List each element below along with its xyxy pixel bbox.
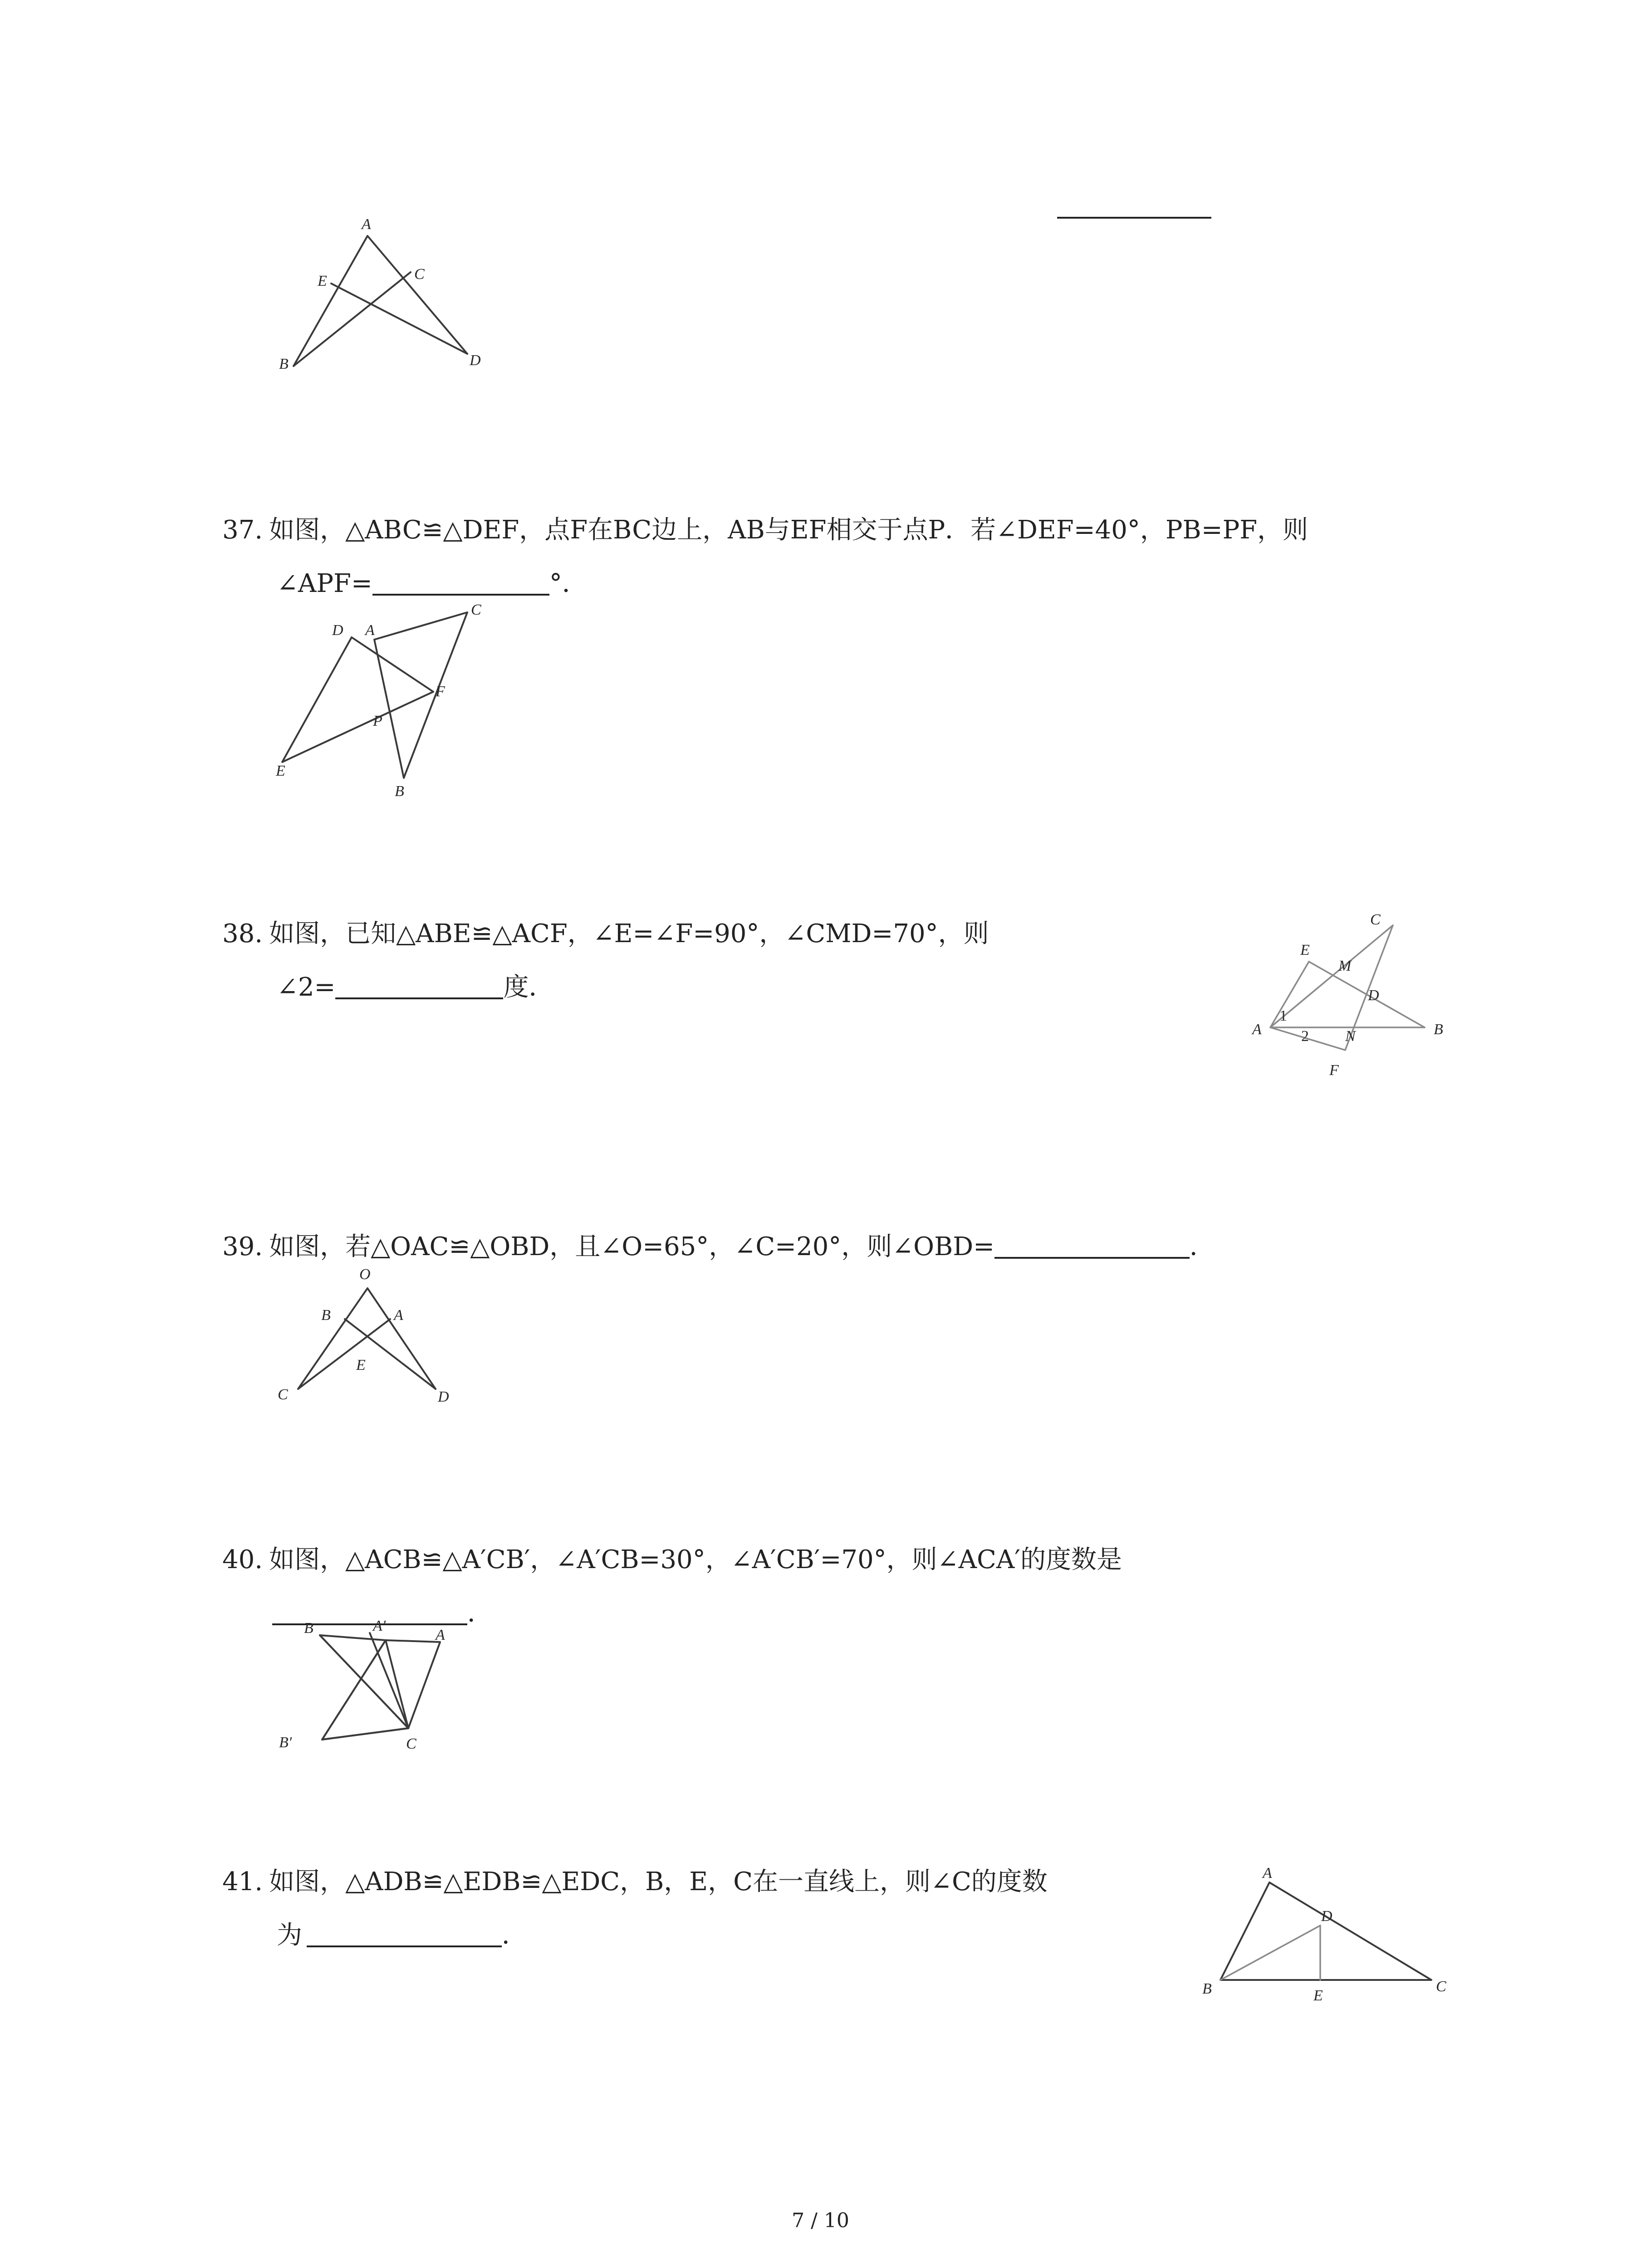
svg-text:C: C xyxy=(406,1735,416,1752)
question-text: 如图，若△OAC≌△OBD，且∠O=65°，∠C=20°，则∠OBD= xyxy=(269,1232,995,1261)
question-text: 如图，△ACB≌△A′CB′，∠A′CB=30°，∠A′CB′=70°，则∠ACA′的度数是 xyxy=(269,1545,1122,1574)
figure-q36 xyxy=(254,204,508,386)
svg-text:N: N xyxy=(1345,1028,1356,1045)
svg-text:D: D xyxy=(470,352,481,369)
svg-text:C: C xyxy=(1370,911,1381,928)
svg-text:B: B xyxy=(321,1307,331,1324)
question-41 xyxy=(222,1855,1048,1962)
svg-text:C: C xyxy=(471,601,481,618)
figure-q40 xyxy=(254,1615,508,1751)
svg-text:1: 1 xyxy=(1279,1007,1287,1024)
svg-text:B: B xyxy=(279,356,289,372)
question-text: ∠2= xyxy=(277,973,336,1002)
question-38-line2 xyxy=(222,961,989,1014)
svg-text:A: A xyxy=(365,622,375,639)
svg-text:B′: B′ xyxy=(279,1734,292,1751)
svg-text:D: D xyxy=(438,1388,449,1405)
question-number: 37. xyxy=(222,515,263,545)
svg-text:B: B xyxy=(1202,1980,1212,1997)
svg-text:B: B xyxy=(304,1620,314,1637)
question-text: 为 xyxy=(277,1921,302,1950)
question-37-line1 xyxy=(222,503,1308,557)
figure-q41 xyxy=(1180,1855,1470,2009)
svg-text:C: C xyxy=(1436,1978,1446,1995)
svg-text:E: E xyxy=(356,1357,366,1374)
svg-text:B: B xyxy=(1434,1021,1443,1038)
svg-text:C: C xyxy=(278,1386,288,1403)
svg-text:D: D xyxy=(1368,987,1379,1004)
question-text: 如图，已知△ABE≌△ACF，∠E=∠F=90°，∠CMD=70°，则 xyxy=(269,919,989,948)
svg-text:F: F xyxy=(1329,1062,1339,1079)
svg-text:A′: A′ xyxy=(373,1618,386,1634)
svg-text:E: E xyxy=(318,273,327,289)
question-number: 41. xyxy=(222,1867,263,1897)
question-text: °． xyxy=(549,569,588,598)
figure-q39 xyxy=(254,1261,472,1411)
figure-q37 xyxy=(254,594,508,798)
question-text: ∠APF= xyxy=(277,569,372,598)
question-text: ． xyxy=(467,1598,493,1628)
svg-text:E: E xyxy=(1313,1987,1323,2004)
svg-text:2: 2 xyxy=(1301,1028,1309,1045)
svg-text:C: C xyxy=(414,266,425,283)
question-text: ． xyxy=(502,1921,527,1950)
question-41-line1 xyxy=(222,1855,1048,1909)
question-text: 度． xyxy=(503,973,554,1002)
svg-text:M: M xyxy=(1338,958,1352,974)
page-number: 7 / 10 xyxy=(792,2209,849,2232)
svg-text:D: D xyxy=(332,622,343,639)
svg-text:A: A xyxy=(1263,1865,1272,1882)
svg-text:A: A xyxy=(1252,1021,1262,1038)
figure-q38 xyxy=(1234,903,1470,1093)
question-40-line1 xyxy=(222,1533,1122,1587)
answer-blank-q41[interactable] xyxy=(307,1923,502,1947)
question-text: ． xyxy=(1190,1232,1215,1261)
question-number: 38. xyxy=(222,919,263,948)
svg-text:A: A xyxy=(362,216,371,233)
svg-text:P: P xyxy=(373,713,382,729)
svg-text:F: F xyxy=(436,683,445,700)
answer-blank-q38[interactable] xyxy=(335,975,503,999)
question-41-line2 xyxy=(222,1909,1048,1962)
svg-text:E: E xyxy=(276,763,285,779)
question-38 xyxy=(222,907,989,1014)
svg-text:B: B xyxy=(395,783,404,800)
question-number: 39. xyxy=(222,1232,263,1261)
svg-text:E: E xyxy=(1300,942,1310,958)
svg-text:D: D xyxy=(1321,1908,1332,1925)
question-38-line1 xyxy=(222,907,989,961)
svg-text:O: O xyxy=(359,1266,371,1283)
question-number: 40. xyxy=(222,1545,263,1574)
svg-text:A: A xyxy=(394,1307,403,1324)
svg-text:A: A xyxy=(436,1627,445,1643)
question-text: 如图，△ADB≌△EDB≌△EDC，B，E，C在一直线上，则∠C的度数 xyxy=(269,1867,1048,1897)
answer-blank-q37[interactable] xyxy=(372,571,549,596)
question-text: 如图，△ABC≌△DEF，点F在BC边上，AB与EF相交于点P．若∠DEF=40°，PB=PF，则 xyxy=(269,515,1308,545)
answer-blank-q36[interactable] xyxy=(1057,217,1211,219)
answer-blank-q39[interactable] xyxy=(994,1234,1190,1259)
